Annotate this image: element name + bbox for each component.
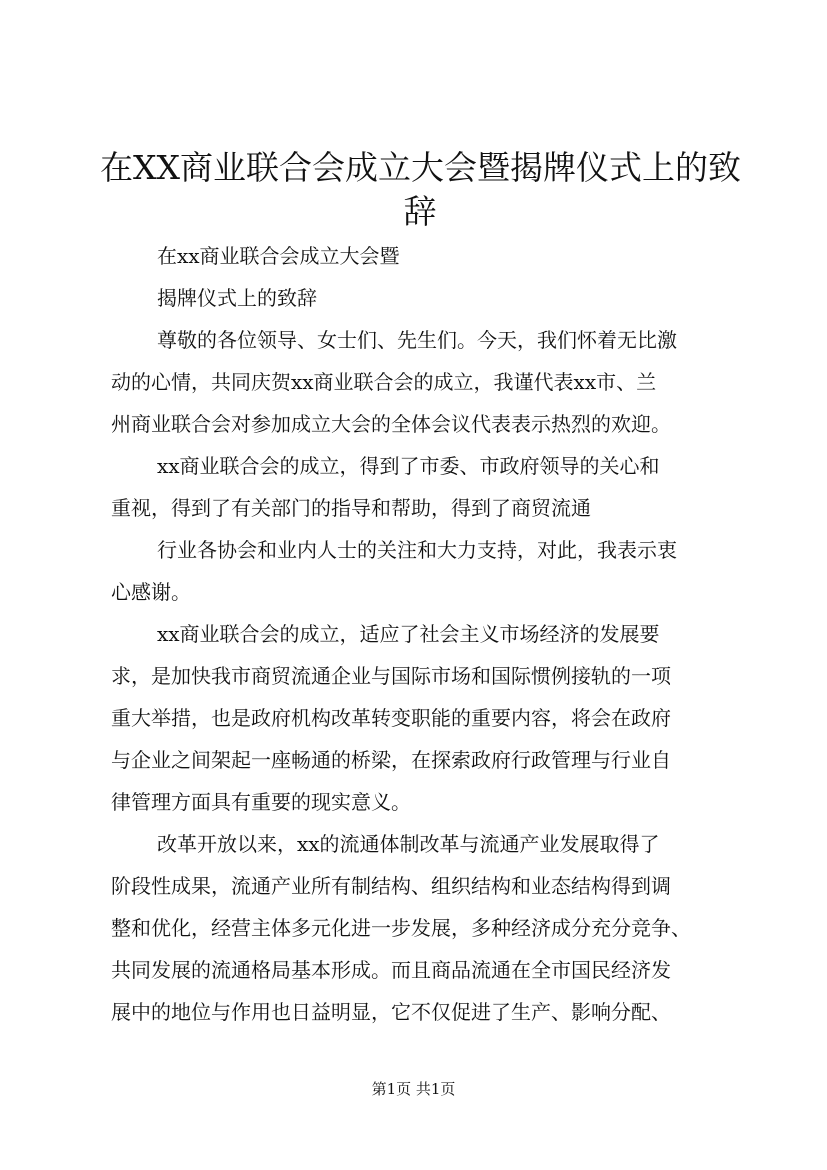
subtitle-line-2: 揭牌仪式上的致辞 bbox=[157, 286, 317, 310]
paragraph-line: xx商业联合会的成立，适应了社会主义市场经济的发展要 bbox=[157, 622, 660, 646]
paragraph-line: 心感谢。 bbox=[111, 580, 191, 604]
paragraph-line: 行业各协会和业内人士的关注和大力支持，对此，我表示衷 bbox=[157, 538, 677, 562]
paragraph-line: 动的心情，共同庆贺xx商业联合会的成立，我谨代表xx市、兰 bbox=[111, 370, 657, 394]
paragraph-line: 改革开放以来，xx的流通体制改革与流通产业发展取得了 bbox=[157, 832, 660, 856]
paragraph-line: 律管理方面具有重要的现实意义。 bbox=[111, 790, 411, 814]
paragraph-line: 重大举措，也是政府机构改革转变职能的重要内容，将会在政府 bbox=[111, 706, 671, 730]
paragraph-line: 展中的地位与作用也日益明显，它不仅促进了生产、影响分配、 bbox=[111, 1000, 671, 1024]
paragraph-line: 求，是加快我市商贸流通企业与国际市场和国际惯例接轨的一项 bbox=[111, 664, 671, 688]
paragraph-line: 重视，得到了有关部门的指导和帮助，得到了商贸流通 bbox=[111, 496, 591, 520]
paragraph-line: 尊敬的各位领导、女士们、先生们。今天，我们怀着无比激 bbox=[157, 328, 677, 352]
paragraph-line: 整和优化，经营主体多元化进一步发展，多种经济成分充分竞争、 bbox=[111, 916, 691, 940]
paragraph-line: xx商业联合会的成立，得到了市委、市政府领导的关心和 bbox=[157, 454, 660, 478]
paragraph-line: 共同发展的流通格局基本形成。而且商品流通在全市国民经济发 bbox=[111, 958, 671, 982]
subtitle-line-1: 在xx商业联合会成立大会暨 bbox=[157, 244, 400, 268]
paragraph-line: 与企业之间架起一座畅通的桥梁，在探索政府行政管理与行业自 bbox=[111, 748, 671, 772]
document-title-line-1: 在XX商业联合会成立大会暨揭牌仪式上的致 bbox=[100, 148, 741, 187]
paragraph-line: 阶段性成果，流通产业所有制结构、组织结构和业态结构得到调 bbox=[111, 874, 671, 898]
page-number-footer: 第1页 共1页 bbox=[371, 1080, 456, 1098]
document-title-line-2: 辞 bbox=[403, 192, 437, 231]
paragraph-line: 州商业联合会对参加成立大会的全体会议代表表示热烈的欢迎。 bbox=[111, 412, 671, 436]
